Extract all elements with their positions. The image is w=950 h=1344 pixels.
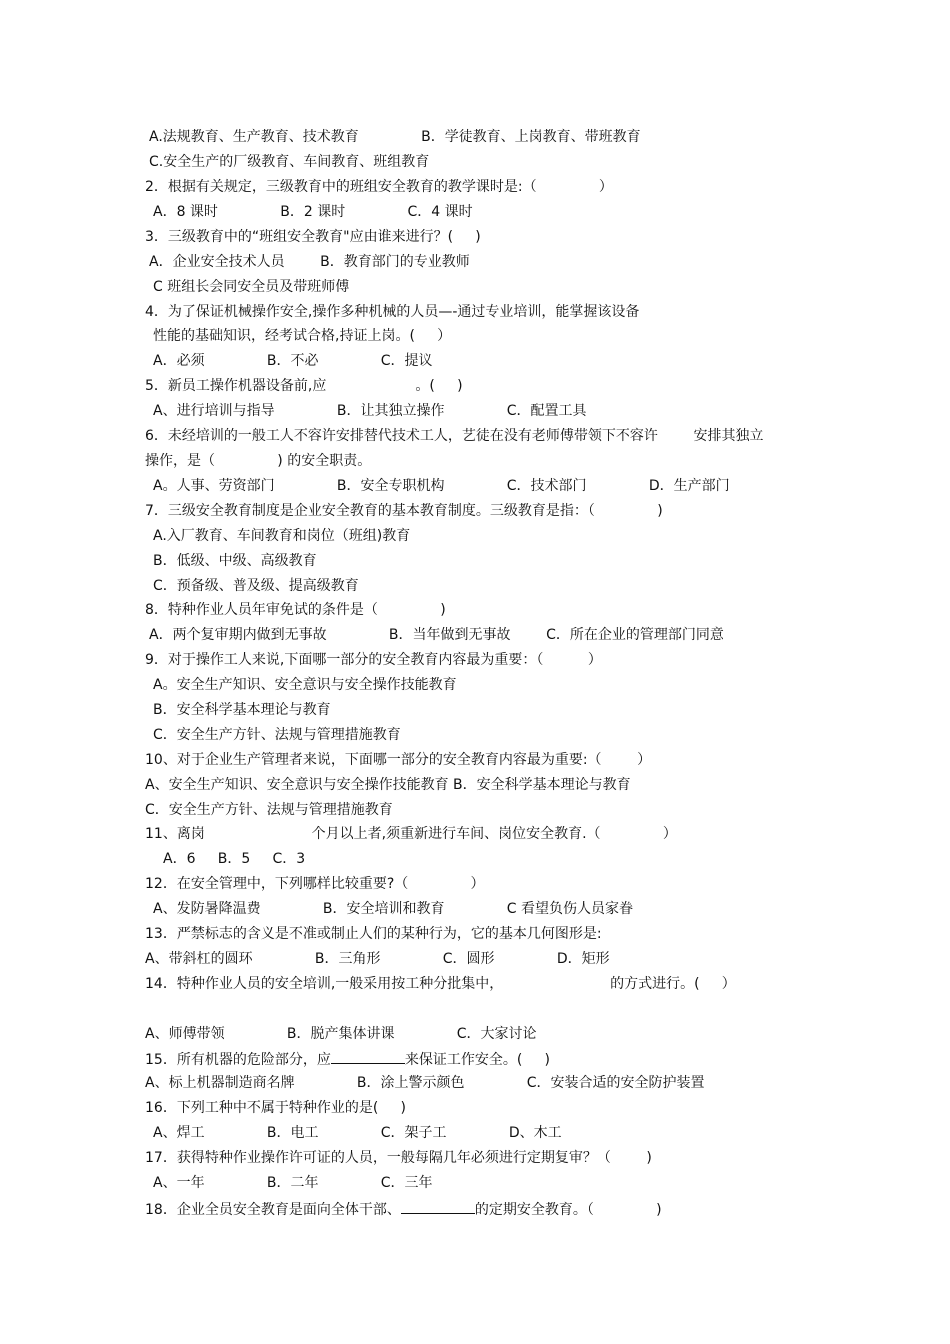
q6-question-line1: 6．未经培训的一般工人不容许安排替代技术工人，艺徒在没有老师傅带领下不容许 安排其独立 (145, 428, 764, 444)
q1-option-c: C.安全生产的厂级教育、车间教育、班组教育 (149, 154, 430, 170)
q7-option-b: B．低级、中级、高级教育 (153, 553, 317, 569)
q4-options: A．必须 B．不必 C．提议 (153, 353, 433, 369)
q12-question: 12．在安全管理中，下列哪样比较重要?（ ） (145, 876, 485, 892)
q3-option-c: C 班组长会同安全员及带班师傅 (153, 279, 350, 295)
q15-blank (331, 1049, 405, 1064)
q10-option-c: C．安全生产方针、法规与管理措施教育 (145, 802, 393, 818)
q9-option-c: C．安全生产方针、法规与管理措施教育 (153, 727, 401, 743)
q12-options: A、发防暑降温费 B．安全培训和教育 C 看望负伤人员家眷 (153, 901, 634, 917)
q14-options: A、师傅带领 B．脱产集体讲课 C．大家讨论 (145, 1026, 537, 1042)
q8-options: A．两个复审期内做到无事故 B．当年做到无事故 C．所在企业的管理部门同意 (149, 627, 724, 643)
q2-options: A．8 课时 B．2 课时 C．4 课时 (153, 204, 473, 220)
q7-option-a: A.入厂教育、车间教育和岗位（班组)教育 (153, 528, 411, 544)
q11-question: 11、离岗 个月以上者,须重新进行车间、岗位安全教育.（ ） (145, 826, 677, 842)
q13-question: 13．严禁标志的含义是不准或制止人们的某种行为，它的基本几何图形是: (145, 926, 602, 942)
q7-option-c: C．预备级、普及级、提高级教育 (153, 578, 359, 594)
q5-question: 5．新员工操作机器设备前,应 。( ) (145, 378, 463, 394)
q18-text-before: 18．企业全员安全教育是面向全体干部、 (145, 1202, 401, 1218)
q6-options: A。人事、劳资部门 B．安全专职机构 C．技术部门 D．生产部门 (153, 478, 730, 494)
q17-options: A、一年 B．二年 C．三年 (153, 1175, 433, 1191)
q3-question: 3．三级教育中的“班组安全教育"应由谁来进行？( ) (145, 229, 481, 245)
q18-question (145, 1199, 662, 1217)
q4-question-line2: 性能的基础知识，经考试合格,持证上岗。( ） (153, 328, 452, 344)
q8-question: 8．特种作业人员年审免试的条件是（ ) (145, 602, 446, 618)
q10-options-ab: A、安全生产知识、安全意识与安全操作技能教育 B．安全科学基本理论与教育 (145, 777, 631, 793)
q16-options: A、焊工 B．电工 C．架子工 D、木工 (153, 1125, 562, 1141)
q9-option-b: B．安全科学基本理论与教育 (153, 702, 331, 718)
q11-options: A．6 B．5 C．3 (163, 851, 306, 867)
q10-question: 10、对于企业生产管理者来说，下面哪一部分的安全教育内容最为重要:（ ） (145, 752, 652, 768)
q18-text-after: 的定期安全教育。（ ) (474, 1202, 662, 1218)
q18-blank (401, 1199, 475, 1214)
q15-options: A、标上机器制造商名牌 B．涂上警示颜色 C．安装合适的安全防护装置 (145, 1075, 705, 1091)
q6-question-line2: 操作，是（ ) 的安全职责。 (145, 453, 372, 469)
q3-options-ab: A．企业安全技术人员 B．教育部门的专业教师 (149, 254, 470, 270)
q13-options: A、带斜杠的圆环 B．三角形 C．圆形 D．矩形 (145, 951, 610, 967)
q15-text-before: 15．所有机器的危险部分，应 (145, 1052, 331, 1068)
q7-question: 7．三级安全教育制度是企业安全教育的基本教育制度。三级教育是指：（ ) (145, 503, 663, 519)
q4-question-line1: 4．为了保证机械操作安全,操作多种机械的人员—-通过专业培训，能掌握该设备 (145, 304, 640, 320)
q14-question: 14．特种作业人员的安全培训,一般采用按工种分批集中， 的方式进行。( ） (145, 976, 736, 992)
q5-options: A、进行培训与指导 B．让其独立操作 C．配置工具 (153, 403, 587, 419)
q1-options-ab: A.法规教育、生产教育、技术教育 B．学徒教育、上岗教育、带班教育 (149, 129, 641, 145)
q15-text-after: 来保证工作安全。( ) (404, 1052, 551, 1068)
q15-question (145, 1049, 550, 1067)
q2-question: 2．根据有关规定，三级教育中的班组安全教育的教学课时是:（ ） (145, 179, 613, 195)
q17-question: 17．获得特种作业操作许可证的人员，一般每隔几年必须进行定期复审？（ ) (145, 1150, 652, 1166)
q9-question: 9．对于操作工人来说,下面哪一部分的安全教育内容最为重要：（ ） (145, 652, 602, 668)
q9-option-a: A。安全生产知识、安全意识与安全操作技能教育 (153, 677, 457, 693)
q16-question: 16．下列工种中不属于特种作业的是( ) (145, 1100, 406, 1116)
